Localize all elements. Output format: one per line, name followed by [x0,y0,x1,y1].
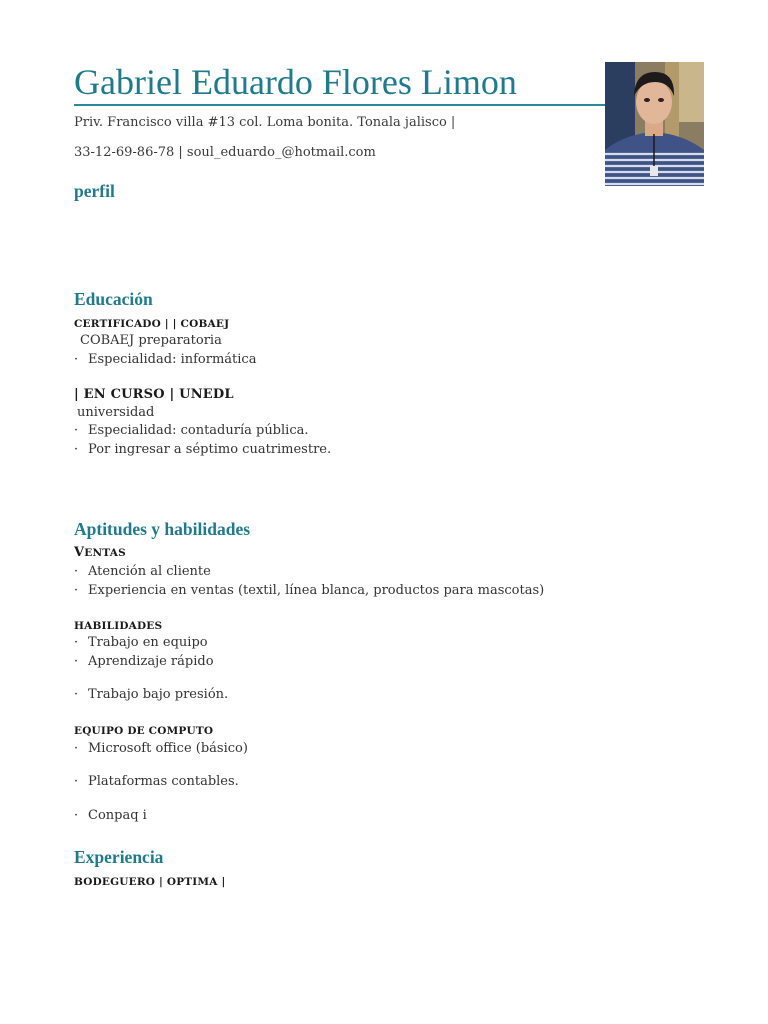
skills-group-title: HABILIDADES [74,620,163,632]
list-item: · Trabajo en equipo [74,635,208,650]
experience-entry-title: BODEGUERO | OPTIMA | [74,876,226,888]
candidate-name: Gabriel Eduardo Flores Limon [74,62,517,102]
list-item: · Aprendizaje rápido [74,654,214,669]
section-heading-profile: perfil [74,181,115,201]
list-item: · Experiencia en ventas (textil, línea blanca, productos para mascotas) [74,583,545,598]
section-heading-experience: Experiencia [74,847,164,867]
list-item: · Atención al cliente [74,564,211,579]
education-entry-subtitle: universidad [77,405,155,420]
section-heading-skills: Aptitudes y habilidades [74,519,251,539]
education-entry-title: | EN CURSO | UNEDL [74,387,234,402]
profile-photo [605,62,704,186]
name-underline [74,104,605,106]
list-item: · Conpaq i [74,808,147,823]
list-item: · Plataformas contables. [74,774,239,789]
contact-line: 33-12-69-86-78 | soul_eduardo_@hotmail.com [74,145,376,160]
education-entry-title: CERTIFICADO | | COBAEJ [74,318,230,330]
education-entry-subtitle: COBAEJ preparatoria [80,333,222,348]
skills-group-title: EQUIPO DE COMPUTO [74,725,214,737]
skills-group-title: VENTAS [74,545,126,560]
list-item: · Microsoft office (básico) [74,741,248,756]
list-item: · Especialidad: contaduría pública. [74,423,309,438]
list-item: · Especialidad: informática [74,352,257,367]
address-line: Priv. Francisco villa #13 col. Loma bonita. Tonala jalisco | [74,115,456,130]
section-heading-education: Educación [74,289,153,309]
list-item: · Por ingresar a séptimo cuatrimestre. [74,442,332,457]
list-item: · Trabajo bajo presión. [74,687,229,702]
